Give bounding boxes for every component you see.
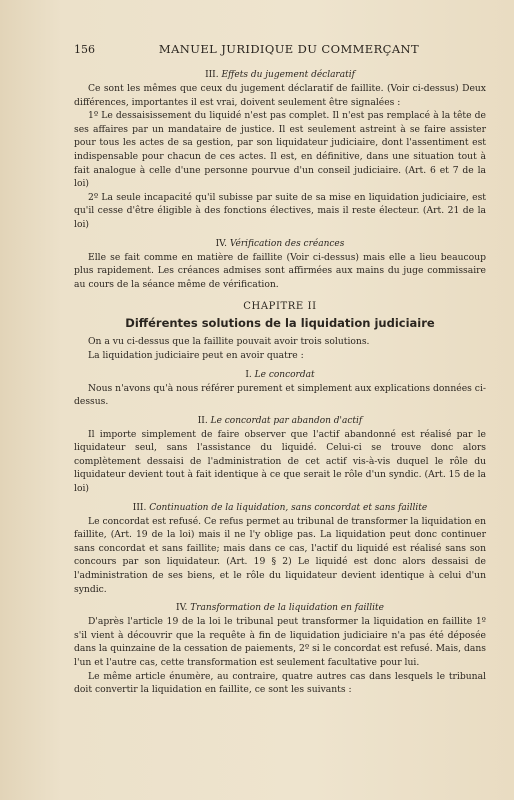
paragraph: La liquidation judiciaire peut en avoir quatre : [88, 349, 304, 361]
paragraph: Il importe simplement de faire observer que l'actif abandonné est réalisé par le liquidateur seul, sans l'assistance du liquidé. Celui-ci se trouve donc alors complètement dessaisi de l'administration de cet actif vis-à-vis duquel le rôle du liquidateur devient tout à fait identique à ce que serait le rôle d'un syndic. (Art. 15 de la loi) [74, 428, 486, 495]
paragraph: Le concordat est refusé. Ce refus permet au tribunal de transformer la liquidation en faillite, (Art. 19 de la loi) mais il ne l'y oblige pas. La liquidation peut donc continuer sans concordat et sans faillite; mais dans ce cas, l'actif du liquidé est réalisé sans son concours par son liquidateur. (Art. 19 § 2) Le liquidé est donc alors dessaisi de l'administration de ses biens, et le rôle du liquidateur devient identique à celui d'un syndic. [74, 515, 486, 595]
section-heading [74, 70, 486, 80]
chapter-label: CHAPITRE II [243, 301, 317, 313]
page-header [74, 42, 486, 56]
section-title: Le concordat [254, 369, 315, 380]
paragraph: Ce sont les mêmes que ceux du jugement déclaratif de faillite. (Voir ci-dessus) Deux différences, importantes il est vrai, doivent seulement être signalées : [74, 83, 486, 108]
page-number: 156 [74, 43, 95, 56]
section-heading [74, 370, 486, 380]
section-heading [74, 603, 486, 613]
section-number: II. [197, 415, 208, 426]
paragraph: Le même article énumère, au contraire, quatre autres cas dans lesquels le tribunal doit convertir la liquidation en faillite, ce sont les suivants : [74, 670, 486, 696]
running-title: MANUEL JURIDIQUE DU COMMERÇANT [158, 42, 420, 56]
section-heading [74, 239, 486, 249]
section-heading [74, 416, 486, 426]
paragraph: Elle se fait comme en matière de faillite (Voir ci-dessus) mais elle a lieu beaucoup plus rapidement. Les créances admises sont affirmées aux mains du juge commissaire au cours de la séance même de vérification. [74, 251, 486, 290]
paragraph: 2º La seule incapacité qu'il subisse par suite de sa mise en liquidation judiciaire, est qu'il cesse d'être éligible à des fonctions électives, mais il reste électeur. (Art. 21 de la loi) [74, 191, 486, 230]
paragraph: Nous n'avons qu'à nous référer purement et simplement aux explications données ci-dessus. [74, 382, 486, 408]
paragraph: 1º Le dessaisissement du liquidé n'est pas complet. Il n'est pas remplacé à la tête de ses affaires par un mandataire de justice. Il est seulement astreint à se faire assister pour tous les actes de sa gestion, par son liquidateur judiciaire, dont l'assentiment est indispensable pour chacun de ces actes. Il est, en définitive, dans une situation tout à fait analogue à celle d'une personne pourvue d'un conseil judiciaire. (Art. 6 et 7 de la loi) [74, 110, 486, 190]
section-title: Transformation de la liquidation en faillite [190, 603, 384, 614]
section-number: IV. [215, 238, 227, 249]
section-number: I. [245, 369, 252, 380]
paragraph: D'après l'article 19 de la loi le tribunal peut transformer la liquidation en faillite 1º s'il vient à découvrir que la requête à fin de liquidation judiciaire n'a pas été déposée dans la quinzaine de la cessation de paiements, 2º si le concordat est refusé. Mais, dans l'un et l'autre cas, cette transformation est seulement facultative pour lui. [74, 616, 486, 668]
section-number: III. [132, 502, 147, 513]
chapter-title: Différentes solutions de la liquidation judiciaire [125, 316, 435, 331]
section-number: III. [205, 70, 219, 80]
paragraph: On a vu ci-dessus que la faillite pouvait avoir trois solutions. [88, 336, 370, 348]
section-number: IV. [176, 603, 188, 614]
section-title: Effets du jugement déclaratif [221, 70, 355, 80]
section-title: Le concordat par abandon d'actif [210, 415, 363, 426]
section-title: Continuation de la liquidation, sans concordat et sans faillite [149, 502, 428, 513]
section-heading [74, 503, 486, 513]
section-title: Vérification des créances [229, 238, 345, 249]
